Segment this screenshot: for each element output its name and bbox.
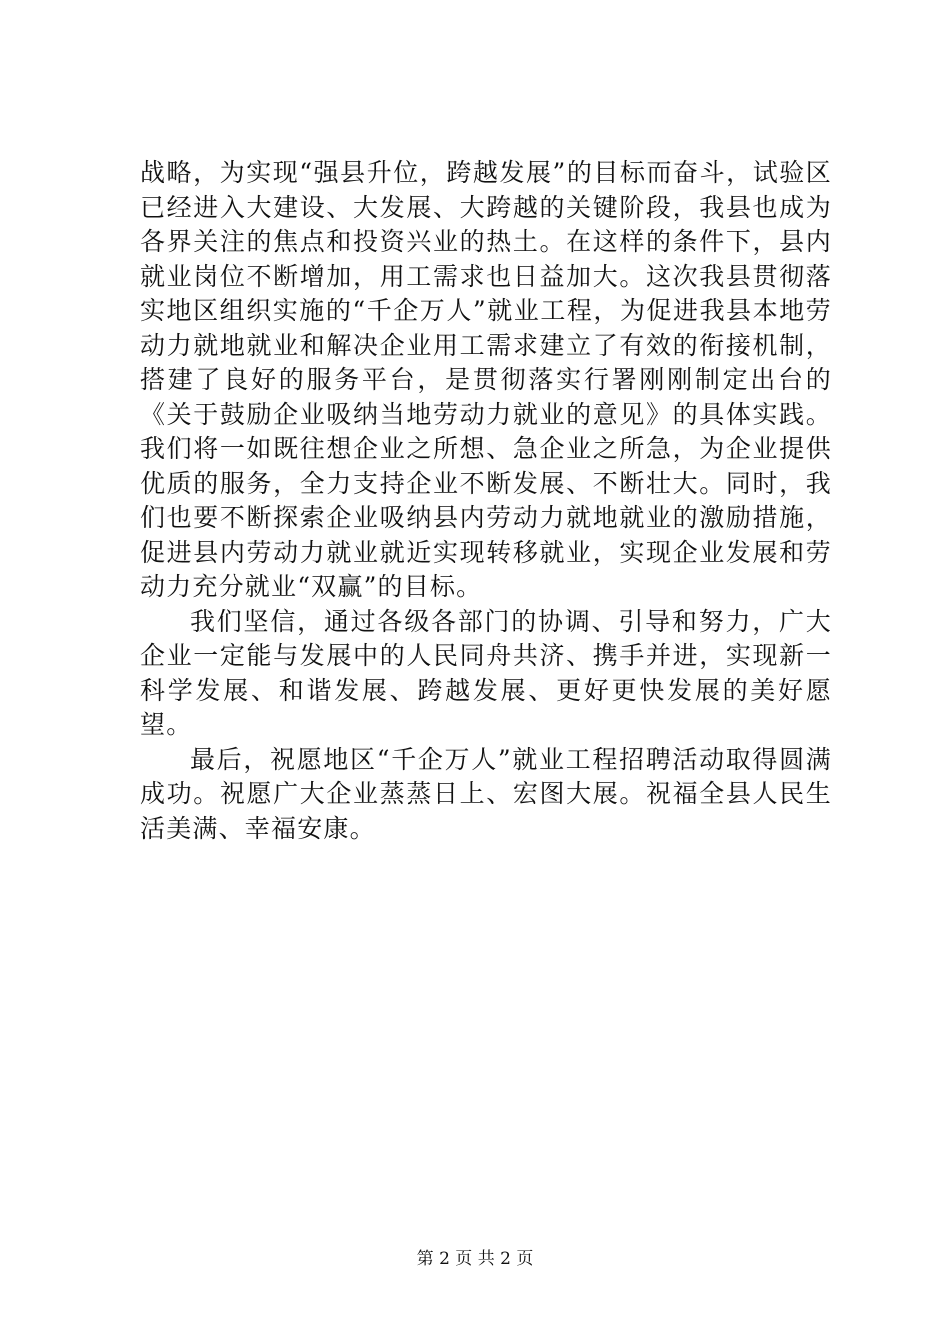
paragraph-3: 最后，祝愿地区“千企万人”就业工程招聘活动取得圆满成功。祝愿广大企业蒸蒸日上、宏图大展。祝福全县人民生活美满、幸福安康。 [140,744,832,843]
paragraph-2: 我们坚信，通过各级各部门的协调、引导和努力，广大企业一定能与发展中的人民同舟共济、携手并进，实现新一科学发展、和谐发展、跨越发展、更好更快发展的美好愿望。 [140,606,832,739]
page-number-footer: 第 2 页 共 2 页 [416,1249,534,1269]
paragraph-1: 战略，为实现“强县升位，跨越发展”的目标而奋斗，试验区已经进入大建设、大发展、大跨越的关键阶段，我县也成为各界关注的焦点和投资兴业的热土。在这样的条件下，县内就业岗位不断增加，用工需求也日益加大。这次我县贯彻落实地区组织实施的“千企万人”就业工程，为促进我县本地劳动力就地就业和解决企业用工需求建立了有效的衔接机制，搭建了良好的服务平台，是贯彻落实行署刚刚制定出台的《关于鼓励企业吸纳当地劳动力就业的意见》的具体实践。我们将一如既往想企业之所想、急企业之所急，为企业提供优质的服务，全力支持企业不断发展、不断壮大。同时，我们也要不断探索企业吸纳县内劳动力就地就业的激励措施，促进县内劳动力就业就近实现转移就业，实现企业发展和劳动力充分就业“双赢”的目标。 [140,158,832,601]
document-body [140,156,832,846]
